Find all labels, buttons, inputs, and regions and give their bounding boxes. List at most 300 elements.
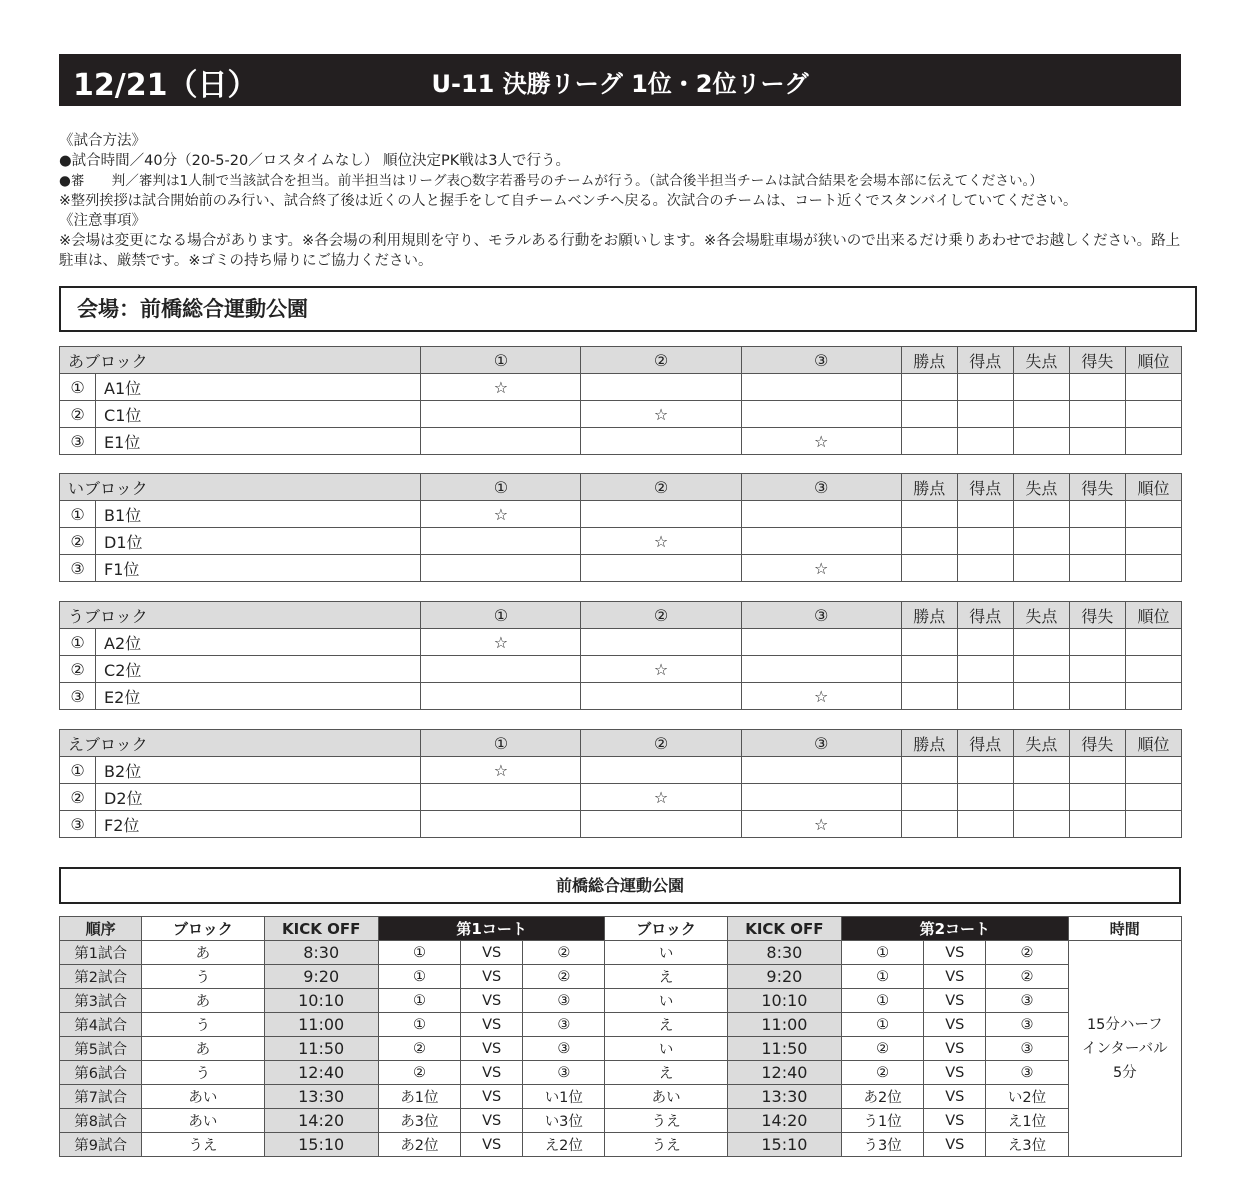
league-col-gf: 得点 [957,602,1013,629]
stat-cell [1069,374,1125,401]
stat-cell [1069,683,1125,710]
event-title: U-11 決勝リーグ 1位・2位リーグ [431,70,809,98]
court2-kickoff: 14:20 [727,1109,841,1133]
schedule-row [60,1109,1182,1133]
court1-away: い1位 [523,1085,605,1109]
result-cell [421,784,581,811]
stat-cell [1069,555,1125,582]
team-name: C1位 [96,401,421,428]
league-col-points: 勝点 [901,347,957,374]
league-col-ga: 失点 [1013,602,1069,629]
result-cell [581,555,741,582]
league-col-rank: 順位 [1125,347,1181,374]
col-kickoff-2: KICK OFF [727,917,841,941]
team-row [60,428,1182,455]
court1-kickoff: 12:40 [264,1061,378,1085]
result-cell [741,374,901,401]
result-cell [581,428,741,455]
court1-kickoff: 10:10 [264,989,378,1013]
team-name: A1位 [96,374,421,401]
court2-home: う3位 [842,1133,924,1157]
stat-cell [1069,501,1125,528]
court1-vs: VS [461,1037,523,1061]
court1-away: ③ [523,1037,605,1061]
team-number: ① [60,501,96,528]
league-col-c3: ③ [741,347,901,374]
court2-kickoff: 13:30 [727,1085,841,1109]
court1-kickoff: 13:30 [264,1085,378,1109]
schedule-row [60,1133,1182,1157]
stat-cell [957,811,1013,838]
court2-home: ① [842,989,924,1013]
court2-home: ① [842,1013,924,1037]
court2-vs: VS [924,1085,986,1109]
court1-kickoff: 9:20 [264,965,378,989]
league-col-gd: 得失 [1069,602,1125,629]
team-number: ① [60,629,96,656]
match-order: 第6試合 [60,1061,142,1085]
stat-cell [1125,784,1181,811]
team-name: D2位 [96,784,421,811]
result-cell [741,757,901,784]
stat-cell [1013,683,1069,710]
court2-vs: VS [924,941,986,965]
court1-away: ② [523,965,605,989]
stat-cell [1125,374,1181,401]
team-row [60,374,1182,401]
stat-cell [901,629,957,656]
stat-cell [957,629,1013,656]
court2-home: う1位 [842,1109,924,1133]
team-name: E2位 [96,683,421,710]
schedule-title: 前橋総合運動公園 [59,867,1181,904]
league-col-rank: 順位 [1125,474,1181,501]
court1-home: ① [378,1013,460,1037]
stat-cell [957,428,1013,455]
stat-cell [901,811,957,838]
team-number: ② [60,528,96,555]
self-match-star: ☆ [581,656,741,683]
caution-line: ※会場は変更になる場合があります。※各会場の利用規則を守り、モラルある行動をお願いします。※各会場駐車場が狭いので出来るだけ乗りあわせでお越しください。路上駐車は、厳禁です。※ゴミの持ち帰りにご協力ください。 [59,233,1181,269]
league-col-gf: 得点 [957,347,1013,374]
court2-vs: VS [924,965,986,989]
court1-home: ① [378,965,460,989]
stat-cell [957,656,1013,683]
court1-block: あ [142,989,264,1013]
team-row [60,501,1182,528]
team-row [60,401,1182,428]
court2-block: え [605,1013,727,1037]
court2-block: え [605,1061,727,1085]
court2-home: ② [842,1037,924,1061]
court1-block: う [142,1013,264,1037]
league-col-c2: ② [581,474,741,501]
stat-cell [1013,784,1069,811]
stat-cell [1125,555,1181,582]
court2-away: ② [986,965,1068,989]
court2-block: あい [605,1085,727,1109]
stat-cell [957,784,1013,811]
court1-block: う [142,965,264,989]
result-cell [581,811,741,838]
col-kickoff-1: KICK OFF [264,917,378,941]
league-col-c3: ③ [741,730,901,757]
team-number: ② [60,401,96,428]
court2-kickoff: 15:10 [727,1133,841,1157]
court2-kickoff: 10:10 [727,989,841,1013]
league-col-c3: ③ [741,602,901,629]
league-col-c3: ③ [741,474,901,501]
court2-block: え [605,965,727,989]
stat-cell [1069,757,1125,784]
court1-kickoff: 8:30 [264,941,378,965]
court2-kickoff: 12:40 [727,1061,841,1085]
court2-vs: VS [924,1133,986,1157]
court2-home: ① [842,941,924,965]
court1-kickoff: 15:10 [264,1133,378,1157]
self-match-star: ☆ [741,683,901,710]
rules-notes [59,131,1189,271]
block-name: あブロック [60,347,421,374]
court1-vs: VS [461,1061,523,1085]
court2-block: い [605,941,727,965]
stat-cell [901,683,957,710]
result-cell [741,629,901,656]
court1-home: あ2位 [378,1133,460,1157]
court2-away: ③ [986,1037,1068,1061]
league-col-c1: ① [421,730,581,757]
col-block-1: ブロック [142,917,264,941]
court2-home: ① [842,965,924,989]
stat-cell [1125,428,1181,455]
schedule-row [60,1037,1182,1061]
stat-cell [901,784,957,811]
league-col-points: 勝点 [901,474,957,501]
team-number: ② [60,656,96,683]
self-match-star: ☆ [421,629,581,656]
court2-away: ② [986,941,1068,965]
schedule-row [60,965,1182,989]
team-name: A2位 [96,629,421,656]
stat-cell [1125,656,1181,683]
self-match-star: ☆ [581,401,741,428]
court1-block: うえ [142,1133,264,1157]
block-name: うブロック [60,602,421,629]
time-note-line3: 5分 [1112,1064,1137,1081]
venue-title: 会場：前橋総合運動公園 [59,286,1197,332]
match-schedule-table [59,916,1182,1157]
self-match-star: ☆ [741,811,901,838]
court2-vs: VS [924,989,986,1013]
court1-home: ① [378,989,460,1013]
court1-away: ③ [523,989,605,1013]
stat-cell [901,401,957,428]
team-row [60,811,1182,838]
time-note-line1: 15分ハーフ [1086,1016,1163,1033]
schedule-row [60,989,1182,1013]
col-court-1: 第1コート [378,917,605,941]
team-row [60,555,1182,582]
league-col-c2: ② [581,347,741,374]
stat-cell [1125,629,1181,656]
court2-block: い [605,989,727,1013]
match-order: 第1試合 [60,941,142,965]
court1-away: ③ [523,1013,605,1037]
col-court-2: 第2コート [842,917,1069,941]
league-col-gd: 得失 [1069,347,1125,374]
league-header-row [60,602,1182,629]
league-table-2 [59,473,1182,582]
league-col-c2: ② [581,602,741,629]
stat-cell [1125,811,1181,838]
stat-cell [1069,428,1125,455]
stat-cell [1013,555,1069,582]
league-col-ga: 失点 [1013,347,1069,374]
court1-block: あい [142,1109,264,1133]
court2-vs: VS [924,1037,986,1061]
court2-vs: VS [924,1061,986,1085]
result-cell [741,656,901,683]
team-number: ② [60,784,96,811]
team-row [60,528,1182,555]
court1-vs: VS [461,989,523,1013]
self-match-star: ☆ [741,555,901,582]
court1-away: い3位 [523,1109,605,1133]
result-cell [741,528,901,555]
stat-cell [957,374,1013,401]
court1-block: あい [142,1085,264,1109]
court1-home: ① [378,941,460,965]
result-cell [421,555,581,582]
team-number: ③ [60,811,96,838]
col-block-2: ブロック [605,917,727,941]
court1-away: ② [523,941,605,965]
court2-kickoff: 9:20 [727,965,841,989]
result-cell [421,401,581,428]
self-match-star: ☆ [741,428,901,455]
court2-block: うえ [605,1109,727,1133]
court1-block: う [142,1061,264,1085]
court1-home: あ3位 [378,1109,460,1133]
stat-cell [957,501,1013,528]
stat-cell [957,528,1013,555]
stat-cell [901,656,957,683]
court2-block: うえ [605,1133,727,1157]
result-cell [741,401,901,428]
stat-cell [1013,501,1069,528]
stat-cell [1013,428,1069,455]
schedule-header-row [60,917,1182,941]
stat-cell [1013,811,1069,838]
stat-cell [1013,401,1069,428]
stat-cell [1069,401,1125,428]
self-match-star: ☆ [421,374,581,401]
team-name: E1位 [96,428,421,455]
team-number: ③ [60,683,96,710]
league-col-gf: 得点 [957,730,1013,757]
stat-cell [1125,501,1181,528]
court1-home: ② [378,1037,460,1061]
court1-vs: VS [461,1133,523,1157]
league-col-rank: 順位 [1125,730,1181,757]
stat-cell [901,374,957,401]
league-col-gd: 得失 [1069,474,1125,501]
rule-line-1: ●試合時間／40分（20-5-20／ロスタイムなし） 順位決定PK戦は3人で行う。 [59,153,570,169]
self-match-star: ☆ [581,784,741,811]
col-order: 順序 [60,917,142,941]
court2-vs: VS [924,1109,986,1133]
court1-vs: VS [461,941,523,965]
team-row [60,784,1182,811]
match-order: 第4試合 [60,1013,142,1037]
match-order: 第3試合 [60,989,142,1013]
stat-cell [1013,528,1069,555]
court2-away: い2位 [986,1085,1068,1109]
court1-vs: VS [461,1109,523,1133]
team-name: F1位 [96,555,421,582]
court2-block: い [605,1037,727,1061]
stat-cell [1069,629,1125,656]
league-col-ga: 失点 [1013,730,1069,757]
court2-away: え1位 [986,1109,1068,1133]
result-cell [581,629,741,656]
result-cell [741,501,901,528]
stat-cell [957,757,1013,784]
court1-away: え2位 [523,1133,605,1157]
stat-cell [901,528,957,555]
stat-cell [1069,656,1125,683]
match-order: 第7試合 [60,1085,142,1109]
league-header-row [60,347,1182,374]
header-banner [59,54,1181,106]
league-table-4 [59,729,1182,838]
stat-cell [1069,528,1125,555]
schedule-row [60,1013,1182,1037]
team-number: ① [60,374,96,401]
league-col-points: 勝点 [901,730,957,757]
block-name: えブロック [60,730,421,757]
team-row [60,629,1182,656]
stat-cell [901,757,957,784]
league-table-3 [59,601,1182,710]
block-name: いブロック [60,474,421,501]
stat-cell [1125,757,1181,784]
stat-cell [1013,629,1069,656]
league-col-c1: ① [421,347,581,374]
court2-away: ③ [986,1061,1068,1085]
court1-kickoff: 14:20 [264,1109,378,1133]
court1-block: あ [142,1037,264,1061]
caution-heading: 《注意事項》 [59,213,146,229]
team-name: B1位 [96,501,421,528]
schedule-row [60,941,1182,965]
schedule-row [60,1061,1182,1085]
court1-kickoff: 11:00 [264,1013,378,1037]
court1-away: ③ [523,1061,605,1085]
stat-cell [1013,374,1069,401]
league-col-gf: 得点 [957,474,1013,501]
match-order: 第5試合 [60,1037,142,1061]
self-match-star: ☆ [421,757,581,784]
team-number: ③ [60,555,96,582]
result-cell [581,683,741,710]
league-col-gd: 得失 [1069,730,1125,757]
stat-cell [957,683,1013,710]
court2-home: ② [842,1061,924,1085]
court1-home: ② [378,1061,460,1085]
court1-vs: VS [461,1085,523,1109]
time-note-line2: インターバル [1081,1040,1168,1057]
court1-home: あ1位 [378,1085,460,1109]
stat-cell [1125,683,1181,710]
method-heading: 《試合方法》 [59,133,146,149]
result-cell [581,374,741,401]
league-col-c2: ② [581,730,741,757]
court2-away: ③ [986,1013,1068,1037]
team-name: D1位 [96,528,421,555]
team-name: F2位 [96,811,421,838]
stat-cell [1069,811,1125,838]
league-col-c1: ① [421,602,581,629]
stat-cell [1125,401,1181,428]
league-col-c1: ① [421,474,581,501]
self-match-star: ☆ [421,501,581,528]
result-cell [421,528,581,555]
result-cell [741,784,901,811]
court2-away: ③ [986,989,1068,1013]
result-cell [581,757,741,784]
stat-cell [1013,656,1069,683]
result-cell [421,683,581,710]
court2-vs: VS [924,1013,986,1037]
team-row [60,757,1182,784]
result-cell [581,501,741,528]
stat-cell [957,555,1013,582]
team-name: C2位 [96,656,421,683]
team-name: B2位 [96,757,421,784]
event-date: 12/21（日） [73,68,258,103]
league-col-ga: 失点 [1013,474,1069,501]
stat-cell [957,401,1013,428]
court2-away: え3位 [986,1133,1068,1157]
league-col-points: 勝点 [901,602,957,629]
team-row [60,656,1182,683]
league-header-row [60,474,1182,501]
court2-kickoff: 8:30 [727,941,841,965]
stat-cell [901,428,957,455]
stat-cell [1013,757,1069,784]
match-order: 第9試合 [60,1133,142,1157]
result-cell [421,656,581,683]
rule-line-3: ※整列挨拶は試合開始前のみ行い、試合終了後は近くの人と握手をして自チームベンチへ戻る。次試合のチームは、コート近くでスタンバイしていてください。 [59,193,1078,209]
league-table-1 [59,346,1182,455]
time-note [1068,941,1181,1157]
stat-cell [901,555,957,582]
court2-kickoff: 11:50 [727,1037,841,1061]
schedule-row [60,1085,1182,1109]
court1-vs: VS [461,965,523,989]
rule-line-2: ●審 判／審判は1人制で当該試合を担当。前半担当はリーグ表○数字若番号のチームが行う。（試合後半担当チームは試合結果を会場本部に伝えてください。） [59,173,1043,189]
self-match-star: ☆ [581,528,741,555]
result-cell [421,428,581,455]
court2-home: あ2位 [842,1085,924,1109]
stat-cell [1125,528,1181,555]
stat-cell [1069,784,1125,811]
league-header-row [60,730,1182,757]
team-number: ① [60,757,96,784]
col-time: 時間 [1068,917,1181,941]
stat-cell [901,501,957,528]
